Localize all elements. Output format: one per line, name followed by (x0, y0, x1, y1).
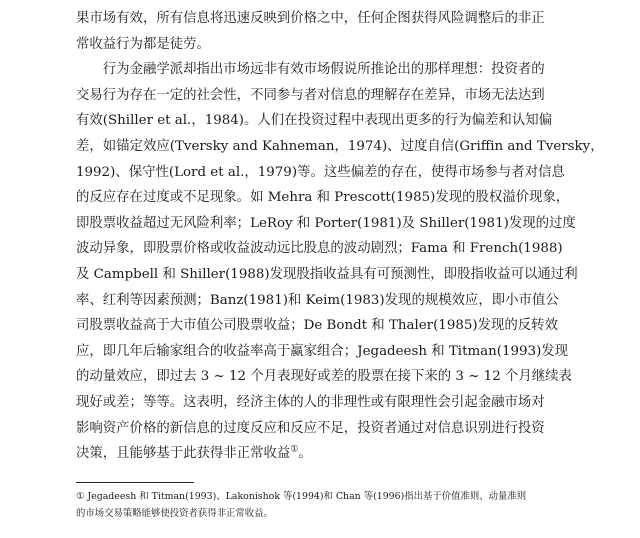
text-line: 常收益行为都是徒劳。 (76, 36, 210, 52)
text-line-content: 决策，且能够基于此获得非正常收益 (76, 446, 291, 462)
text-line: 现好或差；等等。这表明，经济主体的人的非理性或有限理性会引起金融市场对 (76, 394, 545, 410)
text-line: 的动量效应，即过去 3 ~ 12 个月表现好或差的股票在接下来的 3 ~ 12 个月继续表 (76, 369, 572, 385)
body-text (76, 6, 604, 467)
footnote-reference[interactable]: ① (290, 444, 299, 455)
text-line: 应，即几年后输家组合的收益率高于赢家组合；Jegadeesh 和 Titman(1993)发现 (76, 343, 569, 359)
paragraph-1 (76, 6, 568, 57)
text-line: 1992)、保守性(Lord et al.，1979)等。这些偏差的存在，使得市场参与者对信息 (76, 164, 565, 180)
text-line: 交易行为存在一定的社会性，不同参与者对信息的理解存在差异，市场无法达到 (76, 87, 545, 103)
text-line: 的反应存在过度或不足现象。如 Mehra 和 Prescott(1985)发现的股权溢价现象， (76, 190, 570, 206)
text-line: 果市场有效，所有信息将迅速反映到价格之中，任何企图获得风险调整后的非正 (76, 11, 545, 26)
text-line: 即股票收益超过无风险利率；LeRoy 和 Porter(1981)及 Shiller(1981)发现的过度 (76, 215, 576, 231)
period-mark: 。 (298, 446, 312, 462)
text-line: 波动异象，即股票价格或收益波动远比股息的波动剧烈；Fama 和 French(1988) (76, 241, 563, 257)
footnote-line: ① Jegadeesh 和 Titman(1993)、Lakonishok 等(1994)和 Chan 等(1996)指出基于价值准则、动量准则 (76, 491, 527, 502)
footnote-divider (76, 482, 194, 483)
text-line: 及 Campbell 和 Shiller(1988)发现股指收益具有可预测性，即股指收益可以通过利 (76, 266, 578, 282)
text-line: 影响资产价格的新信息的过度反应和反应不足，投资者通过对信息识别进行投资 (76, 420, 545, 436)
text-line: 率、红利等因素预测；Banz(1981)和 Keim(1983)发现的规模效应，即小市值公 (76, 292, 559, 308)
text-line: 司股票收益高于大市值公司股票收益；De Bondt 和 Thaler(1985)发现的反转效 (76, 318, 558, 334)
text-line: 差，如锚定效应(Tversky and Kahneman，1974)、过度自信(Griffin and Tversky， (76, 138, 604, 154)
text-line: 有效(Shiller et al.，1984)。人们在投资过程中表现出更多的行为偏差和认知偏 (76, 113, 552, 129)
text-line (76, 441, 568, 467)
footnote-line: 的市场交易策略能够使投资者获得非正常收益。 (76, 508, 273, 519)
footnote (76, 488, 576, 522)
text-line: 行为金融学派却指出市场远非有效市场假说所推论出的那样理想：投资者的 (102, 62, 545, 78)
paragraph-2 (76, 57, 604, 467)
